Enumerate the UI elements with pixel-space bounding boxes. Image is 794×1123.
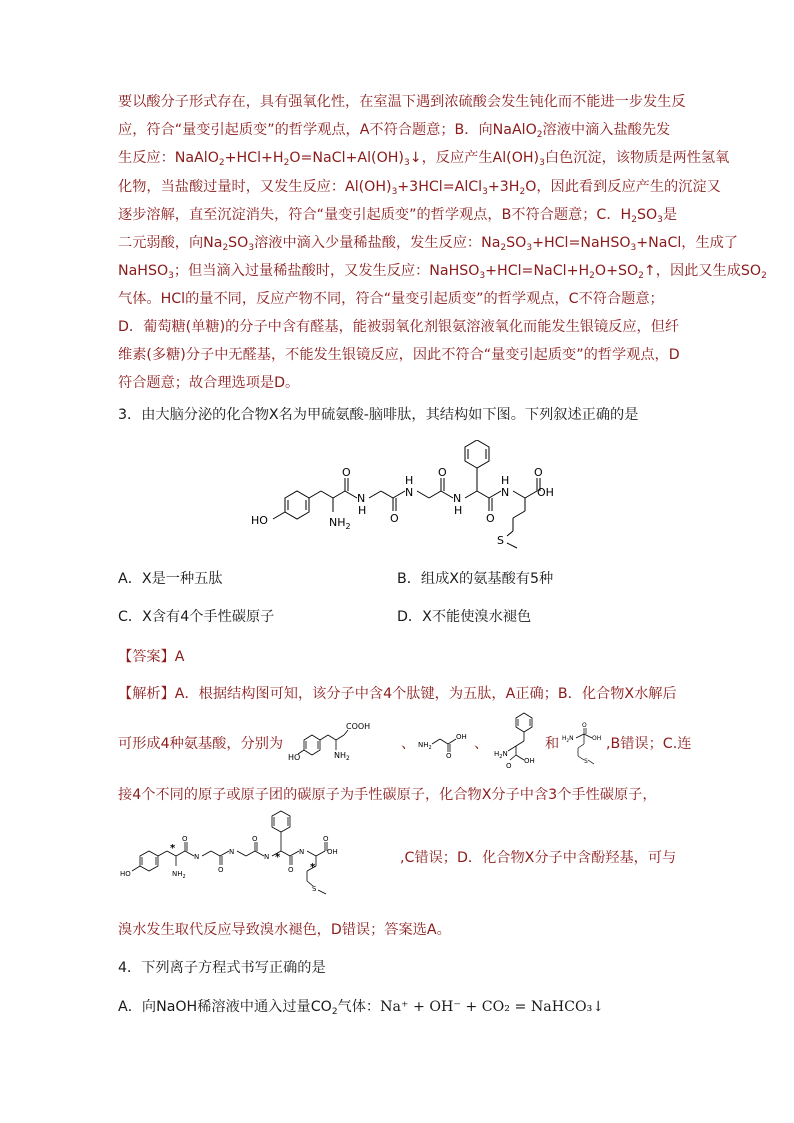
phe-o-label: O — [506, 762, 512, 770]
prev-explanation-line-8: 气体。HCl的量不同，反应产物不同，符合“量变引起质变”的哲学观点，C不符合题意； — [118, 291, 664, 307]
prev-explanation-line-9: D．葡萄糖(单糖)的分子中含有醛基，能被弱氧化剂银氨溶液氧化而能发生银镜反应，但纤 — [118, 319, 680, 335]
gly-nh2-label: $NH_2$ — [418, 741, 432, 751]
chiral-carbon-structure — [118, 808, 396, 900]
chiral-o-2: O — [218, 866, 224, 874]
analysis-line-5: 溴水发生取代反应导致溴水褪色，D错误；答案选A。 — [118, 922, 451, 938]
tyr-cooh-label: COOH — [346, 722, 371, 731]
chiral-o-5: O — [323, 835, 329, 843]
h-label-3: H — [454, 504, 463, 517]
o-label-1: O — [342, 466, 351, 479]
n-label-2: N — [405, 486, 414, 499]
prev-explanation-line-4: 化物，当盐酸过量时，又发生反应：$Al(OH)_3+3HCl=AlCl_3+3H_2O$，因此看到反应产生的沉淀又 — [118, 179, 721, 197]
answer-line: 【答案】A — [118, 649, 185, 665]
o-label-2: O — [390, 512, 399, 525]
question-4-stem: 4．下列离子方程式书写正确的是 — [118, 960, 326, 976]
option-b: B．组成X的氨基酸有5种 — [397, 571, 554, 587]
chiral-ho-label: HO — [120, 870, 131, 878]
analysis-sep-1: 、 — [401, 736, 416, 752]
prev-explanation-line-1: 要以酸分子形式存在，具有强氧化性，在室温下遇到浓硫酸会发生钝化而不能进一步发生反 — [118, 94, 686, 110]
met-nh2-label: $H_2N$ — [562, 735, 574, 743]
h-label-2: H — [405, 474, 414, 487]
met-o-label: O — [582, 722, 587, 729]
prev-explanation-line-5: 逐步溶解，直至沉淀消失，符合“量变引起质变”的哲学观点，B不符合题意；C．$H_2SO_3$是 — [118, 207, 678, 225]
option-a: A．X是一种五肽 — [118, 571, 223, 587]
phe-h2n-label: $H_2N$ — [494, 750, 508, 760]
oh-label: OH — [537, 486, 554, 499]
analysis-line-3: 接4个不同的原子或原子团的碳原子为手性碳原子，化合物X分子中含3个手性碳原子， — [118, 787, 657, 803]
chiral-o-1: O — [182, 835, 188, 843]
tyrosine-structure — [288, 718, 388, 770]
met-s-label: S — [584, 758, 588, 765]
o-label-3: O — [438, 466, 447, 479]
s-label: S — [497, 534, 504, 547]
analysis-line-4: ,C错误；D．化合物X分子中含酚羟基，可与 — [400, 850, 677, 866]
met-oh-label: OH — [592, 735, 602, 742]
nh2-label: $NH_2$ — [329, 516, 351, 531]
phenylalanine-structure — [488, 708, 544, 774]
gly-oh-label: OH — [456, 733, 467, 741]
chiral-s-label: S — [312, 885, 317, 893]
chiral-n-2: N — [229, 848, 235, 856]
option-c: C．X含有4个手性碳原子 — [118, 609, 275, 625]
ho-label: HO — [251, 514, 268, 527]
analysis-sep-2: 、 — [474, 736, 489, 752]
gly-o-label: O — [446, 752, 452, 758]
glycine-structure — [418, 724, 470, 758]
chiral-star-3: * — [310, 862, 316, 873]
n-label-3: N — [453, 492, 462, 505]
h-label-4: H — [501, 474, 510, 487]
chiral-o-3: O — [252, 835, 258, 843]
analysis-line-2a: 可形成4种氨基酸，分别为 — [118, 736, 284, 752]
chiral-n-1: N — [194, 853, 200, 861]
n-label-4: N — [501, 486, 510, 499]
o-label-5: O — [534, 466, 543, 479]
prev-explanation-line-2: 应，符合“量变引起质变”的哲学观点，A不符合题意；B．向NaAlO$_2$溶液中滴入盐酸先发 — [118, 122, 671, 140]
prev-explanation-line-10: 维素(多糖)分子中无醛基，不能发生银镜反应，因此不符合“量变引起质变”的哲学观点，D — [118, 347, 680, 363]
o-label-4: O — [486, 512, 495, 525]
tyr-ho-label: HO — [288, 753, 301, 762]
prev-explanation-line-6: 二元弱酸，向$Na_2SO_3$溶液中滴入少量稀盐酸，发生反应：$Na_2SO_3+HCl=NaHSO_3+NaCl$，生成了 — [118, 235, 739, 253]
question-4-option-a: A．向NaOH稀溶液中通入过量$CO_2$气体：Na⁺ + OH⁻ + CO₂ = NaHCO₃↓ — [118, 999, 605, 1017]
analysis-line-2e: ,B错误；C.连 — [606, 736, 692, 752]
question-3-stem: 3．由大脑分泌的化合物X名为甲硫氨酸-脑啡肽，其结构如下图。下列叙述正确的是 — [118, 407, 639, 423]
h-label-1: H — [358, 504, 367, 517]
prev-explanation-line-11: 符合题意；故合理选项是D。 — [118, 375, 300, 391]
analysis-and: 和 — [545, 736, 560, 752]
n-label-1: N — [357, 492, 366, 505]
chiral-nh2-label: $NH_2$ — [172, 870, 186, 880]
analysis-line-1: 【解析】A．根据结构图可知，该分子中含4个肽键，为五肽，A正确；B．化合物X水解后 — [118, 686, 677, 702]
chiral-o-4: O — [288, 866, 294, 874]
methionine-structure — [558, 720, 610, 770]
option-d: D．X不能使溴水褪色 — [397, 609, 532, 625]
prev-explanation-line-7: NaHSO$_3$；但当滴入过量稀盐酸时，又发生反应：$NaHSO_3+HCl=NaCl+H_2O+SO_2↑$，因此又生成$SO_2$ — [118, 263, 767, 281]
chiral-n-3: N — [264, 853, 270, 861]
tyr-nh2-label: $NH_2$ — [334, 751, 350, 762]
met-enkephalin-structure — [245, 440, 555, 558]
chiral-star-2: * — [275, 852, 281, 863]
chiral-oh-label: OH — [327, 848, 338, 856]
prev-explanation-line-3: 生反应：$NaAlO_2+HCl+H_2O=NaCl+Al(OH)_3↓$，反应产生$Al(OH)_3$白色沉淀，该物质是两性氢氧 — [118, 150, 730, 168]
chiral-star-1: * — [170, 843, 176, 854]
chiral-n-4: N — [299, 848, 305, 856]
phe-oh-label: OH — [524, 757, 535, 765]
